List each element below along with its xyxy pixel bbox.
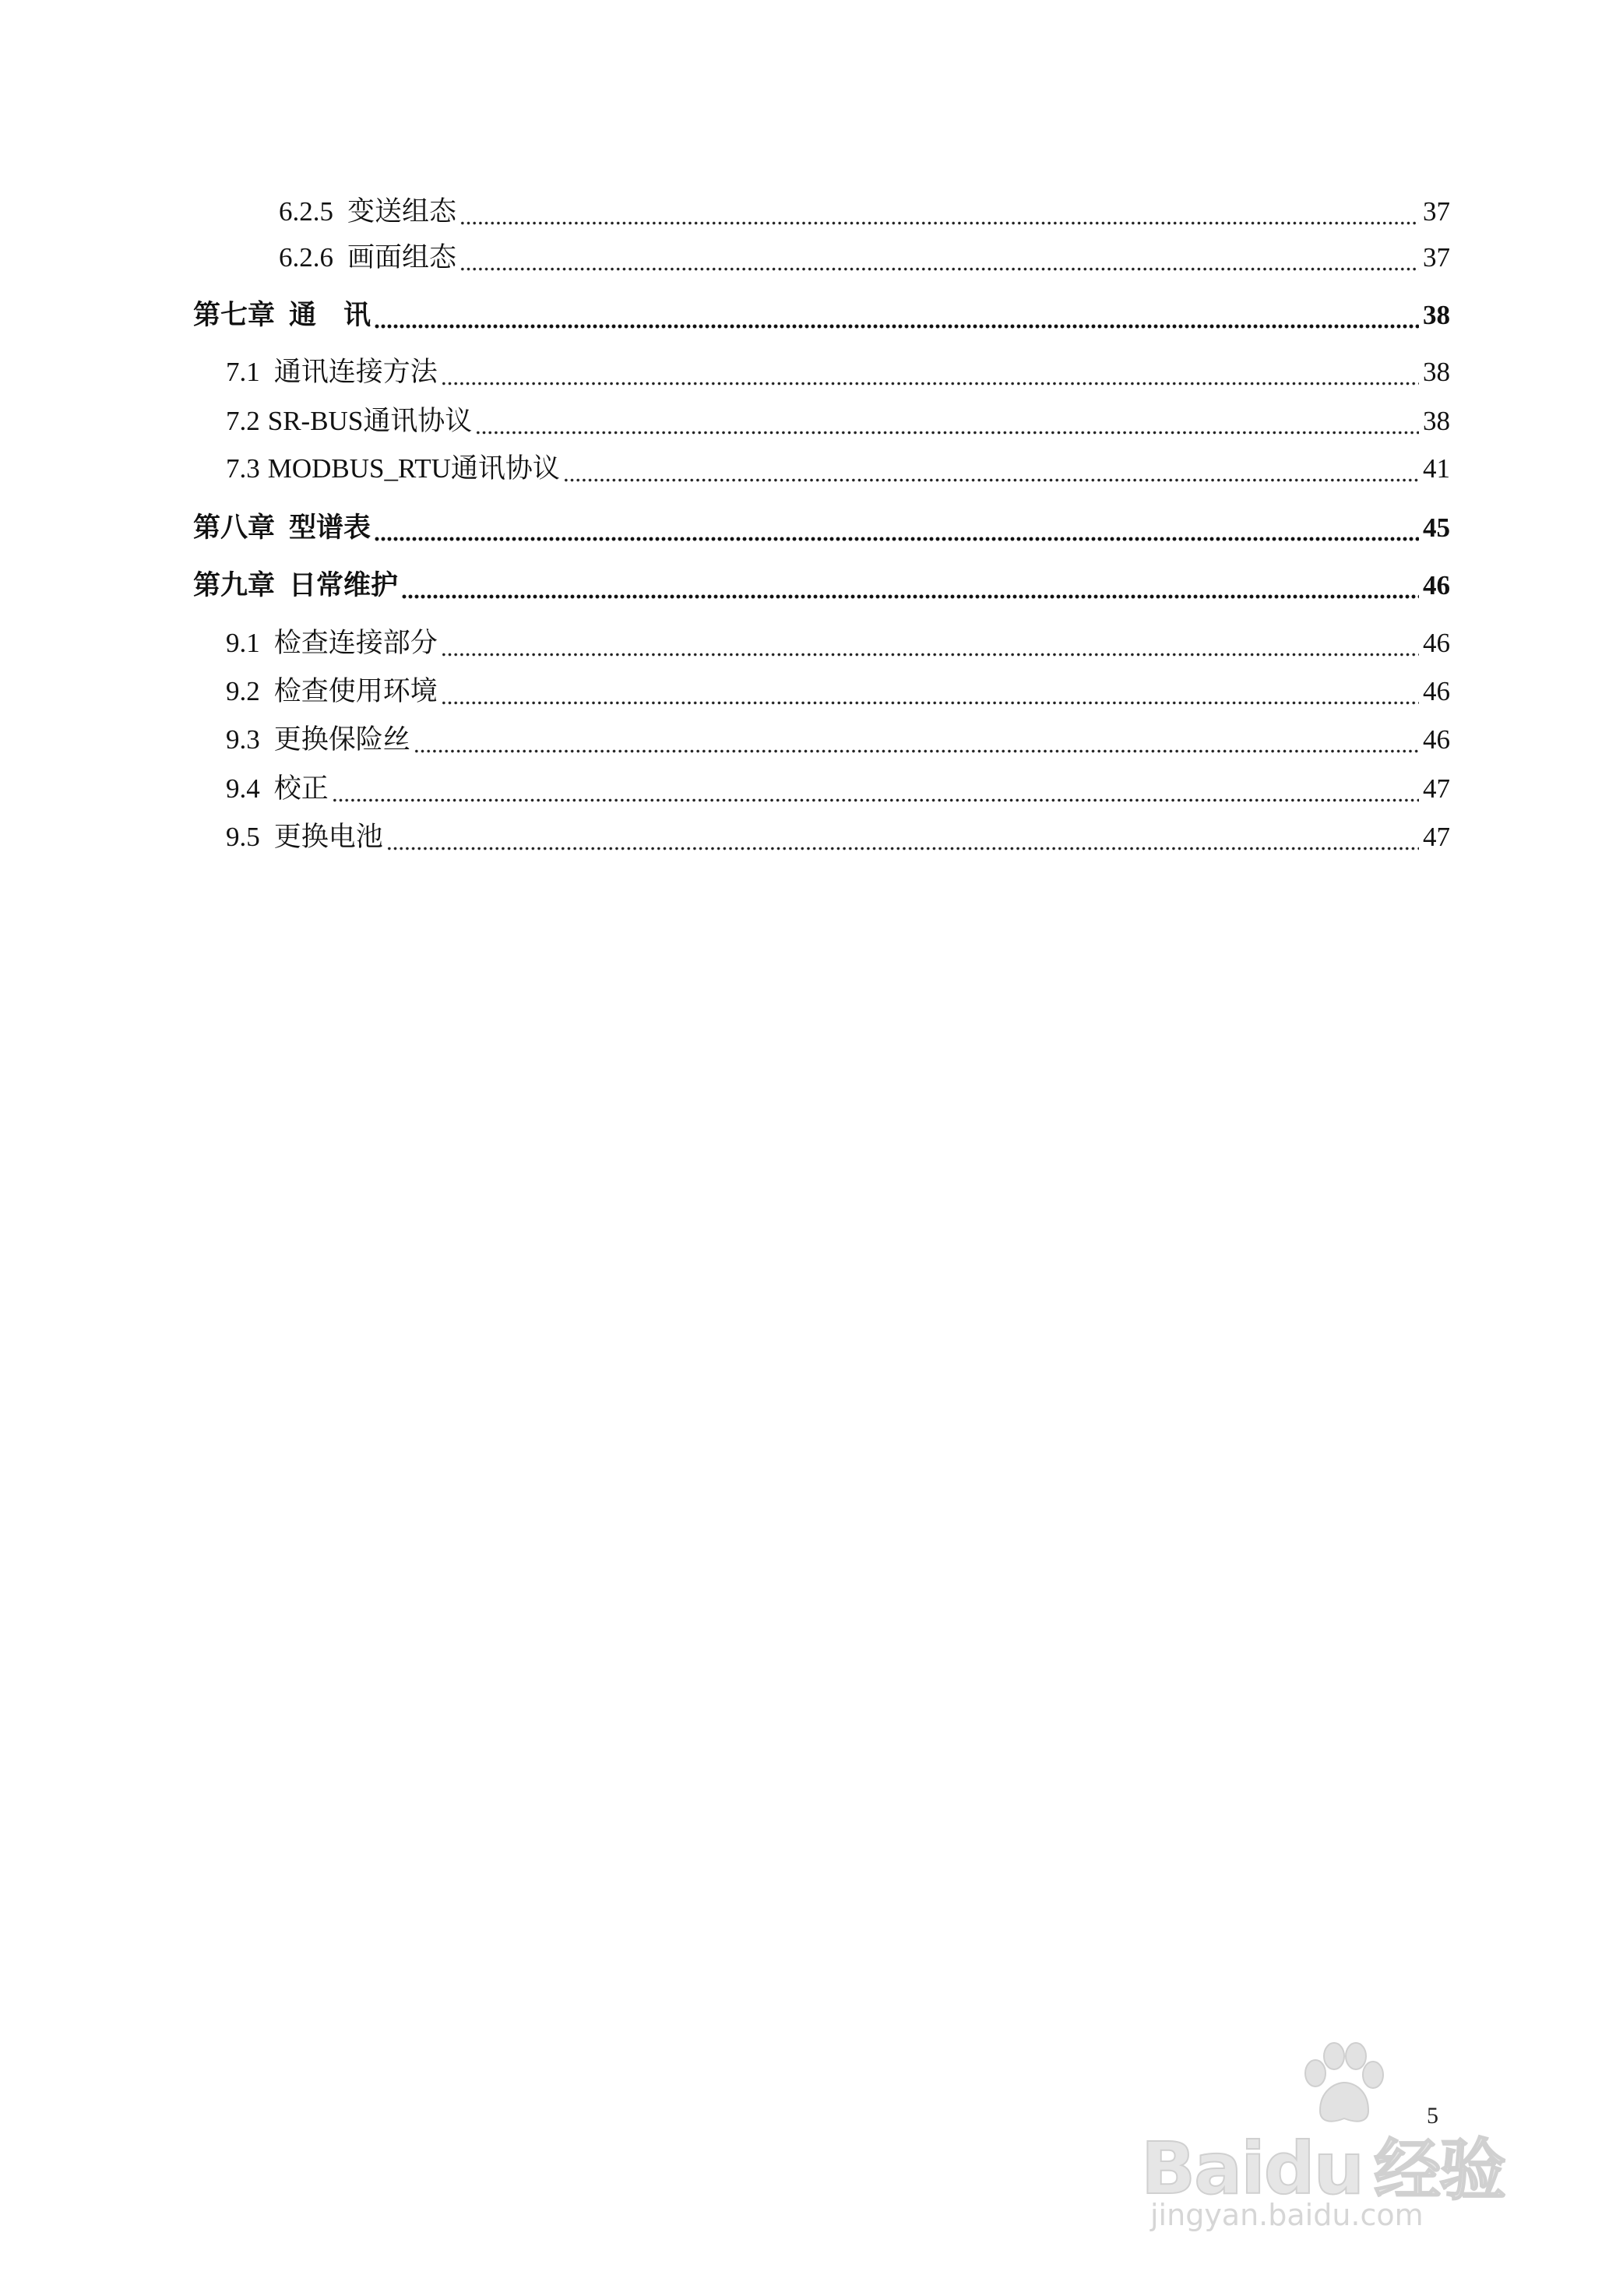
- dot-leader: [386, 820, 1419, 854]
- toc-entry-number: 9.1: [226, 628, 260, 658]
- toc-entry[interactable]: [226, 710, 1450, 757]
- dot-leader: [441, 355, 1419, 389]
- toc-entry-title: 型谱表: [289, 512, 371, 543]
- toc-entry-title: 通讯连接方法: [273, 357, 438, 387]
- toc-entry-title: SR-BUS通讯协议: [267, 406, 473, 436]
- toc-entry[interactable]: [226, 614, 1450, 660]
- toc-entry-page: 38: [1423, 406, 1450, 436]
- toc-entry[interactable]: [226, 759, 1450, 806]
- toc-entry-page: 37: [1423, 242, 1450, 273]
- toc-entry-number: 第八章: [193, 512, 276, 543]
- toc-chapter-entry[interactable]: [193, 556, 1450, 603]
- dot-leader: [414, 723, 1419, 757]
- toc-chapter-entry[interactable]: [193, 286, 1450, 333]
- toc-entry-number: 6.2.6: [279, 242, 333, 273]
- dot-leader: [374, 298, 1419, 333]
- toc-entry-title: 通 讯: [289, 300, 371, 330]
- toc-entry-number: 7.1: [226, 357, 260, 387]
- toc-entry-number: 第九章: [193, 570, 276, 600]
- toc-entry[interactable]: [226, 343, 1450, 389]
- toc-entry-title: 校正: [273, 773, 329, 804]
- toc-entry[interactable]: [226, 662, 1450, 709]
- paw-icon: [1297, 2042, 1390, 2128]
- toc-entry-page: 47: [1423, 773, 1450, 804]
- toc-entry[interactable]: [279, 182, 1450, 229]
- toc-entry-number: 9.3: [226, 724, 260, 755]
- toc-entry-title: 更换电池: [273, 822, 383, 852]
- toc-entry[interactable]: [226, 808, 1450, 854]
- toc-entry[interactable]: [226, 439, 1450, 486]
- toc-entry[interactable]: [279, 228, 1450, 275]
- toc-entry-title: 变送组态: [347, 196, 457, 227]
- toc-entry-number: 9.2: [226, 676, 260, 706]
- toc-entry-title: 检查使用环境: [273, 676, 438, 706]
- toc-entry-page: 38: [1423, 357, 1450, 387]
- dot-leader: [374, 511, 1419, 545]
- toc-entry-number: 7.2: [226, 406, 260, 436]
- toc-entry-title: 画面组态: [347, 242, 457, 273]
- toc-entry[interactable]: [226, 392, 1450, 438]
- page-number: 5: [1427, 2103, 1438, 2129]
- toc-entry-title: 检查连接部分: [273, 628, 438, 658]
- toc-entry-page: 37: [1423, 196, 1450, 227]
- watermark-url: jingyan.baidu.com: [1150, 2198, 1424, 2232]
- toc-entry-number: 第七章: [193, 300, 276, 330]
- toc-entry-number: 7.3: [226, 453, 260, 484]
- watermark-logo-text: Baidu: [1141, 2127, 1364, 2210]
- dot-leader: [459, 195, 1419, 229]
- dot-leader: [401, 569, 1419, 603]
- toc-entry-page: 47: [1423, 822, 1450, 852]
- toc-entry-number: 6.2.5: [279, 196, 333, 227]
- watermark-logo-cn: 经验: [1374, 2132, 1505, 2210]
- toc-entry-page: 46: [1423, 676, 1450, 706]
- toc-entry-page: 41: [1423, 453, 1450, 484]
- dot-leader: [441, 674, 1419, 709]
- dot-leader: [332, 772, 1419, 806]
- baidu-jingyan-watermark: [1141, 2042, 1546, 2232]
- dot-leader: [475, 404, 1419, 438]
- table-of-contents: [0, 0, 1623, 935]
- toc-chapter-entry[interactable]: [193, 498, 1450, 545]
- toc-entry-number: 9.4: [226, 773, 260, 804]
- toc-entry-title: 更换保险丝: [273, 724, 410, 755]
- toc-entry-page: 46: [1423, 628, 1450, 658]
- toc-entry-title: MODBUS_RTU通讯协议: [267, 453, 560, 484]
- toc-entry-number: 9.5: [226, 822, 260, 852]
- dot-leader: [441, 626, 1419, 660]
- toc-entry-page: 45: [1423, 512, 1450, 543]
- toc-entry-page: 46: [1423, 724, 1450, 755]
- dot-leader: [459, 241, 1419, 275]
- toc-entry-page: 46: [1423, 570, 1450, 600]
- dot-leader: [563, 452, 1419, 486]
- toc-entry-title: 日常维护: [289, 570, 399, 600]
- toc-entry-page: 38: [1423, 300, 1450, 330]
